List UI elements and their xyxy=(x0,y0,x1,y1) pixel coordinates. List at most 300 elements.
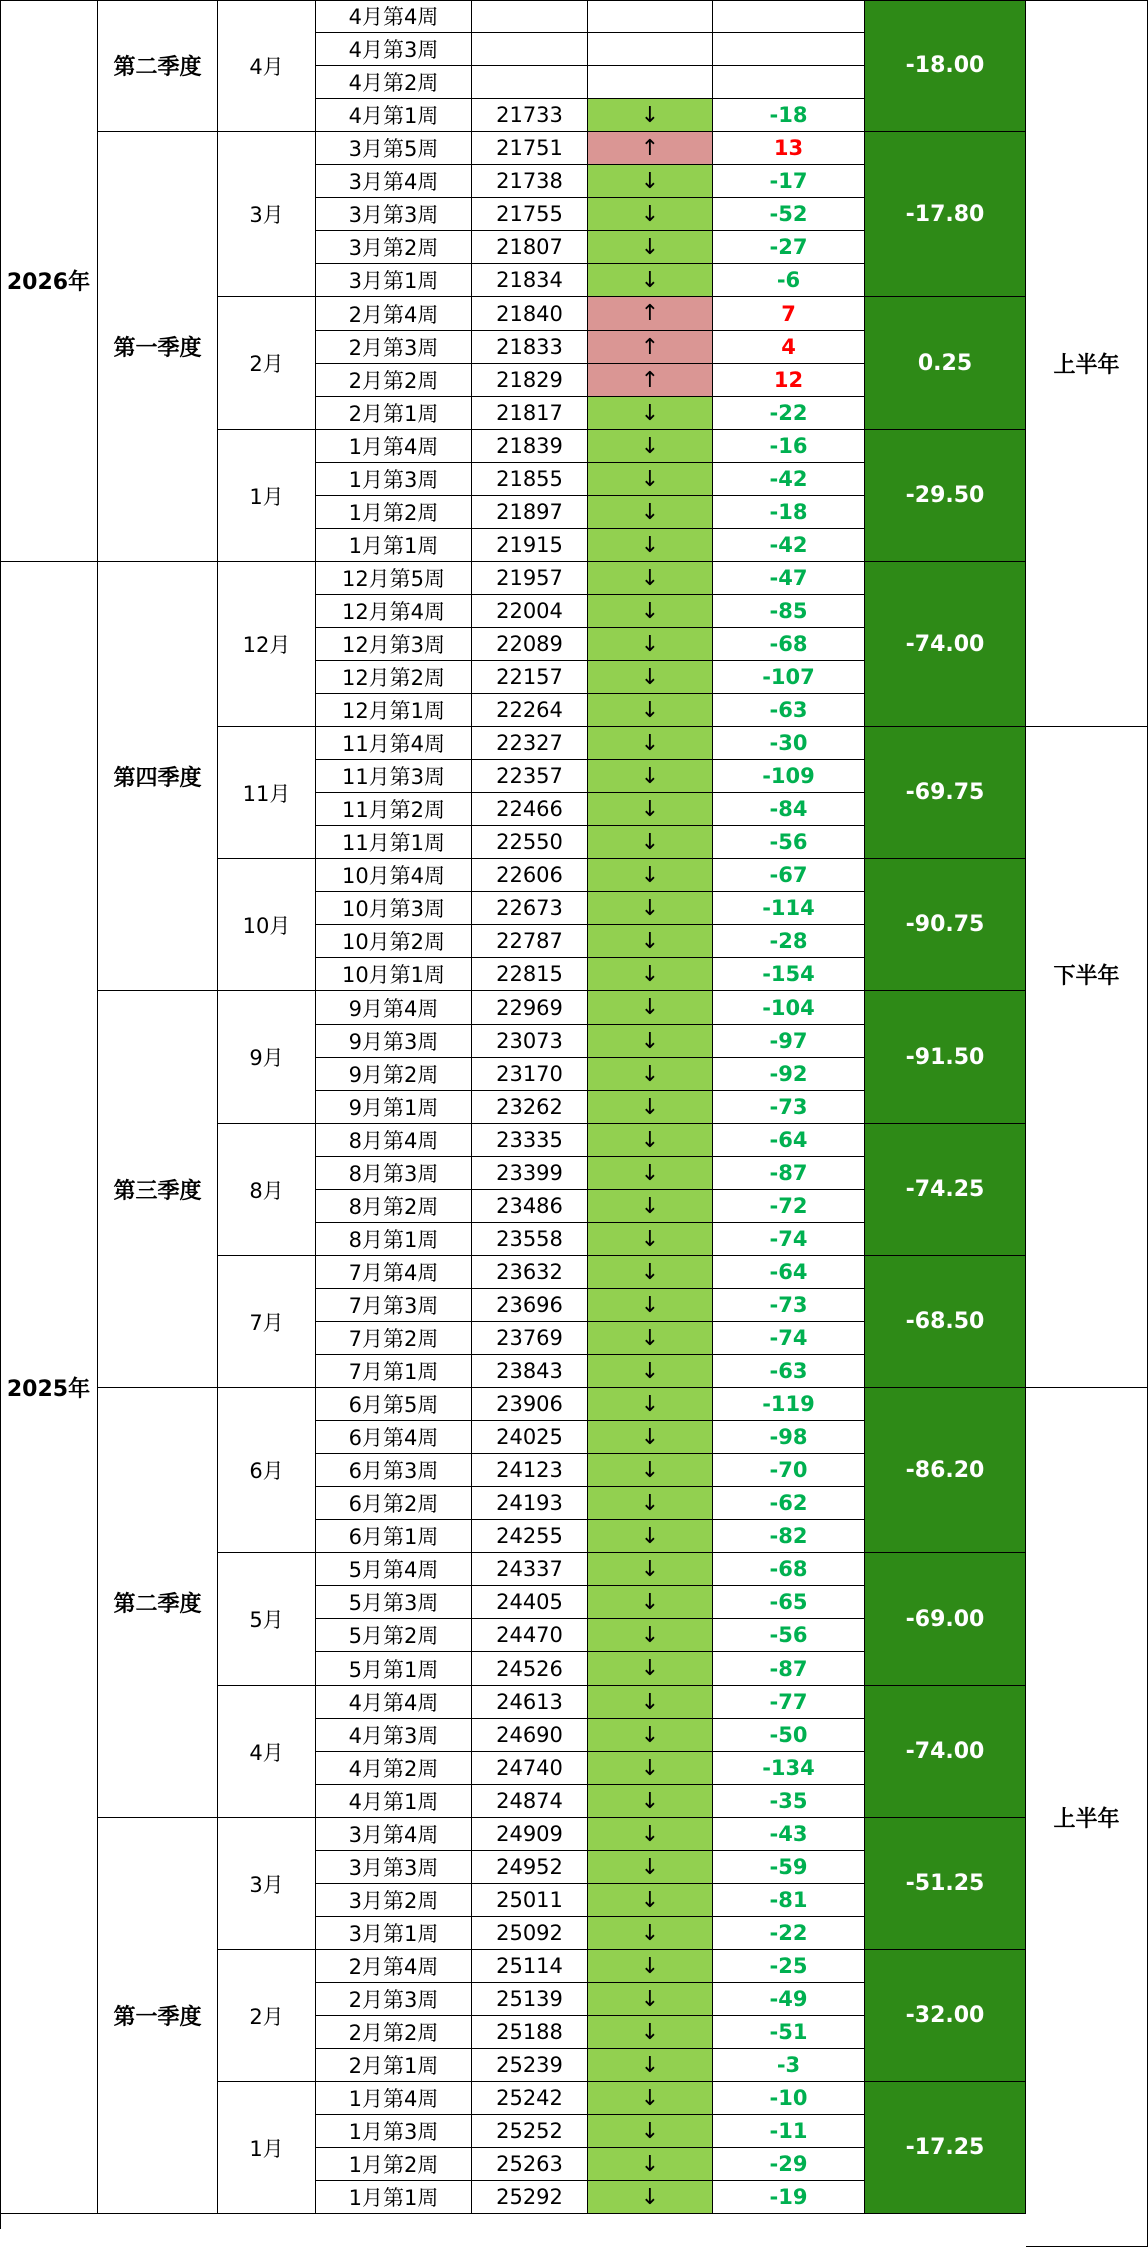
weekly-change: -104 xyxy=(713,991,865,1025)
month-label: 3月 xyxy=(218,132,316,297)
month-label: 7月 xyxy=(218,1256,316,1388)
month-average: -17.80 xyxy=(865,132,1026,297)
weekly-value: 21733 xyxy=(472,99,588,132)
week-label: 4月第4周 xyxy=(316,0,472,33)
weekly-change: -119 xyxy=(713,1388,865,1421)
weekly-change: -74 xyxy=(713,1223,865,1256)
weekly-change: -68 xyxy=(713,1553,865,1586)
weekly-change: -18 xyxy=(713,496,865,529)
weekly-value: 23399 xyxy=(472,1157,588,1190)
month-label: 3月 xyxy=(218,1818,316,1950)
weekly-change: -17 xyxy=(713,165,865,198)
month-label: 8月 xyxy=(218,1124,316,1256)
trend-arrow-icon: ↓ xyxy=(588,727,713,760)
trend-arrow-icon: ↓ xyxy=(588,1421,713,1454)
trend-arrow-icon: ↓ xyxy=(588,1091,713,1124)
weekly-value: 25188 xyxy=(472,2016,588,2049)
weekly-value: 22004 xyxy=(472,595,588,628)
week-label: 3月第2周 xyxy=(316,231,472,264)
weekly-change: 13 xyxy=(713,132,865,165)
trend-arrow-icon: ↓ xyxy=(588,1851,713,1884)
trend-arrow-icon: ↓ xyxy=(588,1752,713,1785)
weekly-change: -52 xyxy=(713,198,865,231)
trend-arrow-icon: ↓ xyxy=(588,529,713,562)
week-label: 9月第3周 xyxy=(316,1025,472,1058)
weekly-change: -74 xyxy=(713,1322,865,1355)
trend-arrow-icon: ↓ xyxy=(588,958,713,991)
year-label: 2026年 xyxy=(0,0,98,562)
weekly-value: 24405 xyxy=(472,1586,588,1619)
weekly-change xyxy=(713,0,865,33)
week-label: 2月第4周 xyxy=(316,297,472,331)
month-label: 9月 xyxy=(218,991,316,1124)
weekly-change xyxy=(713,33,865,66)
weekly-change: 7 xyxy=(713,297,865,331)
month-average: -29.50 xyxy=(865,430,1026,562)
trend-arrow-icon: ↓ xyxy=(588,1553,713,1586)
weekly-value: 24613 xyxy=(472,1686,588,1719)
trend-arrow-icon: ↓ xyxy=(588,496,713,529)
month-label: 1月 xyxy=(218,430,316,562)
weekly-value: 21834 xyxy=(472,264,588,297)
week-label: 9月第2周 xyxy=(316,1058,472,1091)
week-label: 3月第4周 xyxy=(316,1818,472,1851)
weekly-change: -3 xyxy=(713,2049,865,2082)
trend-arrow-icon: ↓ xyxy=(588,760,713,793)
weekly-change: -81 xyxy=(713,1884,865,1917)
weekly-change: -154 xyxy=(713,958,865,991)
weekly-value: 21897 xyxy=(472,496,588,529)
trend-arrow-icon: ↓ xyxy=(588,1686,713,1719)
weekly-value: 25252 xyxy=(472,2115,588,2148)
weekly-value: 21915 xyxy=(472,529,588,562)
trend-arrow-icon xyxy=(588,33,713,66)
weekly-change: -72 xyxy=(713,1190,865,1223)
weekly-value: 23073 xyxy=(472,1025,588,1058)
month-average: -51.25 xyxy=(865,1818,1026,1950)
week-label: 3月第5周 xyxy=(316,132,472,165)
trend-arrow-icon: ↓ xyxy=(588,99,713,132)
weekly-change: -107 xyxy=(713,661,865,694)
month-label: 4月 xyxy=(218,0,316,132)
weekly-change: -73 xyxy=(713,1289,865,1322)
week-label: 12月第3周 xyxy=(316,628,472,661)
weekly-change: -22 xyxy=(713,1917,865,1950)
week-label: 6月第2周 xyxy=(316,1487,472,1520)
trend-arrow-icon: ↓ xyxy=(588,198,713,231)
week-label: 3月第4周 xyxy=(316,165,472,198)
trend-arrow-icon: ↓ xyxy=(588,1454,713,1487)
trend-arrow-icon: ↓ xyxy=(588,1487,713,1520)
weekly-change: -22 xyxy=(713,397,865,430)
week-label: 5月第1周 xyxy=(316,1652,472,1686)
weekly-value: 22969 xyxy=(472,991,588,1025)
weekly-change: -73 xyxy=(713,1091,865,1124)
quarter-label: 第二季度 xyxy=(98,0,218,132)
month-average: -32.00 xyxy=(865,1950,1026,2082)
weekly-value xyxy=(472,33,588,66)
trend-arrow-icon: ↓ xyxy=(588,1983,713,2016)
week-label: 7月第2周 xyxy=(316,1322,472,1355)
weekly-change: -49 xyxy=(713,1983,865,2016)
quarter-label: 第一季度 xyxy=(98,1818,218,2214)
week-label: 2月第2周 xyxy=(316,2016,472,2049)
week-label: 1月第1周 xyxy=(316,529,472,562)
weekly-change: -19 xyxy=(713,2181,865,2214)
weekly-value: 24193 xyxy=(472,1487,588,1520)
trend-arrow-icon: ↓ xyxy=(588,1619,713,1652)
weekly-value: 25092 xyxy=(472,1917,588,1950)
week-label: 5月第2周 xyxy=(316,1619,472,1652)
week-label: 2月第1周 xyxy=(316,2049,472,2082)
trend-arrow-icon: ↓ xyxy=(588,1289,713,1322)
weekly-value: 23696 xyxy=(472,1289,588,1322)
table-top-border xyxy=(0,0,1148,1)
week-label: 6月第5周 xyxy=(316,1388,472,1421)
trend-arrow-icon: ↓ xyxy=(588,1785,713,1818)
weekly-change: -59 xyxy=(713,1851,865,1884)
weekly-value: 21738 xyxy=(472,165,588,198)
half-year-label: 上半年 xyxy=(1026,1388,1148,2247)
weekly-change: -42 xyxy=(713,529,865,562)
week-label: 1月第4周 xyxy=(316,2082,472,2115)
quarter-label: 第一季度 xyxy=(98,132,218,562)
week-label: 10月第4周 xyxy=(316,859,472,892)
trend-arrow-icon: ↑ xyxy=(588,297,713,331)
week-label: 12月第5周 xyxy=(316,562,472,595)
weekly-change: -67 xyxy=(713,859,865,892)
weekly-change: -16 xyxy=(713,430,865,463)
weekly-value: 23170 xyxy=(472,1058,588,1091)
week-label: 11月第3周 xyxy=(316,760,472,793)
weekly-change: -109 xyxy=(713,760,865,793)
week-label: 9月第1周 xyxy=(316,1091,472,1124)
week-label: 2月第3周 xyxy=(316,331,472,364)
month-label: 11月 xyxy=(218,727,316,859)
week-label: 7月第3周 xyxy=(316,1289,472,1322)
trend-arrow-icon: ↓ xyxy=(588,1124,713,1157)
weekly-change: -62 xyxy=(713,1487,865,1520)
month-average: -18.00 xyxy=(865,0,1026,132)
month-label: 2月 xyxy=(218,1950,316,2082)
weekly-value: 24337 xyxy=(472,1553,588,1586)
weekly-change: -87 xyxy=(713,1652,865,1686)
week-label: 2月第2周 xyxy=(316,364,472,397)
week-label: 11月第2周 xyxy=(316,793,472,826)
week-label: 2月第3周 xyxy=(316,1983,472,2016)
quarter-label: 第三季度 xyxy=(98,991,218,1388)
weekly-change: -6 xyxy=(713,264,865,297)
trend-arrow-icon: ↓ xyxy=(588,562,713,595)
month-label: 6月 xyxy=(218,1388,316,1553)
week-label: 3月第1周 xyxy=(316,1917,472,1950)
weekly-change: -28 xyxy=(713,925,865,958)
weekly-value: 25011 xyxy=(472,1884,588,1917)
weekly-change: -85 xyxy=(713,595,865,628)
weekly-value: 24909 xyxy=(472,1818,588,1851)
weekly-value: 23906 xyxy=(472,1388,588,1421)
week-label: 7月第4周 xyxy=(316,1256,472,1289)
trend-arrow-icon: ↓ xyxy=(588,463,713,496)
weekly-value: 21840 xyxy=(472,297,588,331)
trend-arrow-icon: ↓ xyxy=(588,430,713,463)
weekly-change: -35 xyxy=(713,1785,865,1818)
weekly-value: 22089 xyxy=(472,628,588,661)
week-label: 4月第2周 xyxy=(316,1752,472,1785)
weekly-value: 21807 xyxy=(472,231,588,264)
week-label: 1月第2周 xyxy=(316,2148,472,2181)
week-label: 6月第1周 xyxy=(316,1520,472,1553)
weekly-value: 23558 xyxy=(472,1223,588,1256)
trend-arrow-icon: ↓ xyxy=(588,231,713,264)
trend-arrow-icon: ↓ xyxy=(588,1256,713,1289)
week-label: 8月第4周 xyxy=(316,1124,472,1157)
month-average: -69.75 xyxy=(865,727,1026,859)
weekly-value: 24952 xyxy=(472,1851,588,1884)
weekly-value: 25292 xyxy=(472,2181,588,2214)
weekly-change: -56 xyxy=(713,826,865,859)
weekly-value: 23843 xyxy=(472,1355,588,1388)
trend-arrow-icon: ↓ xyxy=(588,1157,713,1190)
weekly-change: -87 xyxy=(713,1157,865,1190)
weekly-value xyxy=(472,0,588,33)
week-label: 3月第3周 xyxy=(316,1851,472,1884)
weekly-change: -56 xyxy=(713,1619,865,1652)
weekly-change: -97 xyxy=(713,1025,865,1058)
weekly-change: -68 xyxy=(713,628,865,661)
weekly-change: -65 xyxy=(713,1586,865,1619)
weekly-change: -29 xyxy=(713,2148,865,2181)
weekly-value: 25263 xyxy=(472,2148,588,2181)
weekly-value: 22550 xyxy=(472,826,588,859)
weekly-value: 22673 xyxy=(472,892,588,925)
weekly-value: 21839 xyxy=(472,430,588,463)
trend-arrow-icon: ↓ xyxy=(588,2016,713,2049)
weekly-value xyxy=(472,66,588,99)
trend-arrow-icon: ↓ xyxy=(588,2082,713,2115)
weekly-change: -27 xyxy=(713,231,865,264)
week-label: 5月第3周 xyxy=(316,1586,472,1619)
week-label: 4月第4周 xyxy=(316,1686,472,1719)
weekly-value: 23486 xyxy=(472,1190,588,1223)
month-label: 5月 xyxy=(218,1553,316,1686)
week-label: 2月第4周 xyxy=(316,1950,472,1983)
weekly-change: -30 xyxy=(713,727,865,760)
weekly-change: -63 xyxy=(713,694,865,727)
weekly-change: -77 xyxy=(713,1686,865,1719)
weekly-value: 23769 xyxy=(472,1322,588,1355)
week-label: 12月第4周 xyxy=(316,595,472,628)
trend-arrow-icon: ↓ xyxy=(588,661,713,694)
trend-arrow-icon xyxy=(588,0,713,33)
week-label: 1月第3周 xyxy=(316,463,472,496)
trend-arrow-icon: ↓ xyxy=(588,859,713,892)
weekly-value: 25139 xyxy=(472,1983,588,2016)
trend-arrow-icon: ↑ xyxy=(588,132,713,165)
table-left-border xyxy=(0,0,1,2229)
weekly-change: -64 xyxy=(713,1124,865,1157)
weekly-change: -25 xyxy=(713,1950,865,1983)
weekly-value: 21817 xyxy=(472,397,588,430)
month-average: -69.00 xyxy=(865,1553,1026,1686)
weekly-value: 22157 xyxy=(472,661,588,694)
weekly-change: -47 xyxy=(713,562,865,595)
weekly-change: -43 xyxy=(713,1818,865,1851)
weekly-value: 21755 xyxy=(472,198,588,231)
week-label: 4月第1周 xyxy=(316,99,472,132)
month-average: -17.25 xyxy=(865,2082,1026,2214)
trend-arrow-icon: ↓ xyxy=(588,1917,713,1950)
weekly-value: 25114 xyxy=(472,1950,588,1983)
half-year-label: 下半年 xyxy=(1026,562,1148,1388)
trend-arrow-icon: ↓ xyxy=(588,991,713,1025)
weekly-value: 24526 xyxy=(472,1652,588,1686)
month-average: -90.75 xyxy=(865,859,1026,991)
weekly-value: 22327 xyxy=(472,727,588,760)
weekly-value: 22264 xyxy=(472,694,588,727)
week-label: 3月第2周 xyxy=(316,1884,472,1917)
year-label: 2025年 xyxy=(0,562,98,2214)
weekly-value: 21957 xyxy=(472,562,588,595)
weekly-change: -42 xyxy=(713,463,865,496)
weekly-value: 24470 xyxy=(472,1619,588,1652)
trend-arrow-icon: ↓ xyxy=(588,1355,713,1388)
week-label: 3月第3周 xyxy=(316,198,472,231)
week-label: 5月第4周 xyxy=(316,1553,472,1586)
weekly-change: 4 xyxy=(713,331,865,364)
trend-arrow-icon: ↓ xyxy=(588,1388,713,1421)
weekly-change: -98 xyxy=(713,1421,865,1454)
weekly-value: 24740 xyxy=(472,1752,588,1785)
week-label: 4月第2周 xyxy=(316,66,472,99)
quarter-label: 第二季度 xyxy=(98,1388,218,1818)
trend-arrow-icon: ↓ xyxy=(588,1719,713,1752)
week-label: 1月第2周 xyxy=(316,496,472,529)
week-label: 6月第4周 xyxy=(316,1421,472,1454)
trend-arrow-icon: ↓ xyxy=(588,1190,713,1223)
trend-arrow-icon: ↓ xyxy=(588,1025,713,1058)
weekly-value: 24025 xyxy=(472,1421,588,1454)
week-label: 9月第4周 xyxy=(316,991,472,1025)
half-year-label: 上半年 xyxy=(1026,0,1148,727)
weekly-change: -10 xyxy=(713,2082,865,2115)
month-average: -74.00 xyxy=(865,562,1026,727)
week-label: 4月第3周 xyxy=(316,1719,472,1752)
weekly-change xyxy=(713,66,865,99)
weekly-value: 24123 xyxy=(472,1454,588,1487)
trend-arrow-icon: ↓ xyxy=(588,1223,713,1256)
week-label: 10月第1周 xyxy=(316,958,472,991)
weekly-value: 22606 xyxy=(472,859,588,892)
week-label: 8月第3周 xyxy=(316,1157,472,1190)
weekly-change: -82 xyxy=(713,1520,865,1553)
trend-arrow-icon: ↓ xyxy=(588,1884,713,1917)
weekly-change: -84 xyxy=(713,793,865,826)
trend-arrow-icon: ↓ xyxy=(588,595,713,628)
month-label: 10月 xyxy=(218,859,316,991)
weekly-change: -63 xyxy=(713,1355,865,1388)
trend-arrow-icon: ↑ xyxy=(588,364,713,397)
weekly-value: 23262 xyxy=(472,1091,588,1124)
trend-arrow-icon: ↓ xyxy=(588,2148,713,2181)
weekly-change: -51 xyxy=(713,2016,865,2049)
week-label: 12月第2周 xyxy=(316,661,472,694)
week-label: 4月第1周 xyxy=(316,1785,472,1818)
quarter-label: 第四季度 xyxy=(98,562,218,991)
weekly-value: 25242 xyxy=(472,2082,588,2115)
week-label: 11月第1周 xyxy=(316,826,472,859)
month-label: 12月 xyxy=(218,562,316,727)
weekly-change: -70 xyxy=(713,1454,865,1487)
trend-arrow-icon: ↓ xyxy=(588,2115,713,2148)
trend-arrow-icon xyxy=(588,66,713,99)
weekly-value: 22357 xyxy=(472,760,588,793)
weekly-value: 22787 xyxy=(472,925,588,958)
weekly-value: 22815 xyxy=(472,958,588,991)
month-average: -68.50 xyxy=(865,1256,1026,1388)
trend-arrow-icon: ↑ xyxy=(588,331,713,364)
week-label: 11月第4周 xyxy=(316,727,472,760)
week-label: 7月第1周 xyxy=(316,1355,472,1388)
weekly-value: 21751 xyxy=(472,132,588,165)
week-label: 3月第1周 xyxy=(316,264,472,297)
trend-arrow-icon: ↓ xyxy=(588,397,713,430)
trend-arrow-icon: ↓ xyxy=(588,1950,713,1983)
trend-arrow-icon: ↓ xyxy=(588,1520,713,1553)
month-average: -74.25 xyxy=(865,1124,1026,1256)
month-average: 0.25 xyxy=(865,297,1026,430)
weekly-value: 23632 xyxy=(472,1256,588,1289)
week-label: 2月第1周 xyxy=(316,397,472,430)
trend-arrow-icon: ↓ xyxy=(588,892,713,925)
trend-arrow-icon: ↓ xyxy=(588,793,713,826)
week-label: 6月第3周 xyxy=(316,1454,472,1487)
weekly-change: -134 xyxy=(713,1752,865,1785)
weekly-value: 24874 xyxy=(472,1785,588,1818)
week-label: 10月第3周 xyxy=(316,892,472,925)
trend-arrow-icon: ↓ xyxy=(588,165,713,198)
month-average: -91.50 xyxy=(865,991,1026,1124)
month-label: 4月 xyxy=(218,1686,316,1818)
weekly-value: 21833 xyxy=(472,331,588,364)
trend-arrow-icon: ↓ xyxy=(588,1652,713,1686)
trend-arrow-icon: ↓ xyxy=(588,826,713,859)
week-label: 8月第2周 xyxy=(316,1190,472,1223)
week-label: 10月第2周 xyxy=(316,925,472,958)
weekly-value: 23335 xyxy=(472,1124,588,1157)
week-label: 8月第1周 xyxy=(316,1223,472,1256)
trend-arrow-icon: ↓ xyxy=(588,1818,713,1851)
week-label: 1月第4周 xyxy=(316,430,472,463)
week-label: 12月第1周 xyxy=(316,694,472,727)
trend-arrow-icon: ↓ xyxy=(588,628,713,661)
weekly-value: 21855 xyxy=(472,463,588,496)
week-label: 1月第3周 xyxy=(316,2115,472,2148)
trend-arrow-icon: ↓ xyxy=(588,2181,713,2214)
weekly-value: 24255 xyxy=(472,1520,588,1553)
trend-arrow-icon: ↓ xyxy=(588,2049,713,2082)
week-label: 4月第3周 xyxy=(316,33,472,66)
weekly-change: -92 xyxy=(713,1058,865,1091)
trend-arrow-icon: ↓ xyxy=(588,1058,713,1091)
month-label: 1月 xyxy=(218,2082,316,2214)
weekly-change: -50 xyxy=(713,1719,865,1752)
weekly-change: -18 xyxy=(713,99,865,132)
month-average: -74.00 xyxy=(865,1686,1026,1818)
weekly-value: 21829 xyxy=(472,364,588,397)
trend-arrow-icon: ↓ xyxy=(588,1586,713,1619)
weekly-value: 24690 xyxy=(472,1719,588,1752)
